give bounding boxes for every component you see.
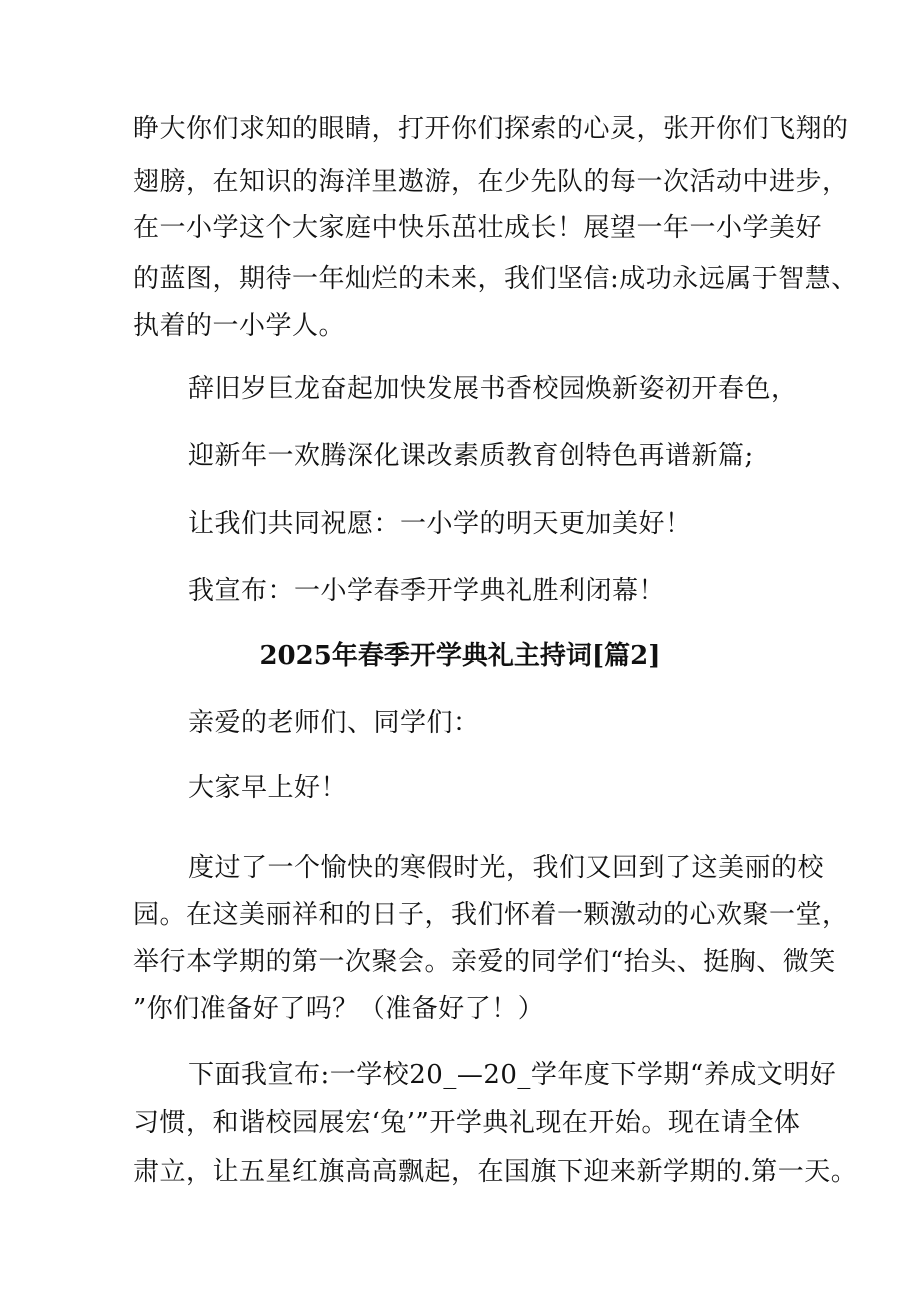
morning-greeting: 大家早上好！ (188, 773, 348, 803)
paragraph-1-line-2: 翅膀，在知识的海洋里遨游，在少先队的每一次活动中进步， (133, 167, 849, 197)
couplet-line-1: 辞旧岁巨龙奋起加快发展书香校园焕新姿初开春色， (188, 374, 798, 404)
paragraph-1-line-5: 执着的一小学人。 (133, 311, 346, 341)
paragraph-a-line-4: ”你们准备好了吗？（准备好了！） (133, 994, 545, 1024)
paragraph-a-line-3: 举行本学期的第一次聚会。亲爱的同学们“抬头、挺胸、微笑 (133, 947, 836, 977)
paragraph-b-line-1: 下面我宣布:一学校20_—20_学年度下学期“养成文明好 (188, 1060, 837, 1090)
paragraph-1-line-4: 的蓝图，期待一年灿烂的未来，我们坚信:成功永远属于智慧、 (133, 264, 858, 294)
paragraph-1-line-1: 睁大你们求知的眼睛，打开你们探索的心灵，张开你们飞翔的 (133, 114, 849, 144)
paragraph-1-line-3: 在一小学这个大家庭中快乐茁壮成长！展望一年一小学美好 (133, 213, 823, 243)
paragraph-b-line-2: 习惯，和谐校园展宏‘兔’”开学典礼现在开始。现在请全体 (133, 1108, 801, 1138)
paragraph-a-line-2: 园。在这美丽祥和的日子，我们怀着一颗激动的心欢聚一堂， (133, 900, 849, 930)
closing-announcement: 我宣布：一小学春季开学典礼胜利闭幕！ (188, 576, 666, 606)
couplet-line-2: 迎新年一欢腾深化课改素质教育创特色再谱新篇; (188, 441, 754, 471)
closing-wish: 让我们共同祝愿：一小学的明天更加美好！ (188, 509, 692, 539)
paragraph-b-line-3: 肃立，让五星红旗高高飘起，在国旗下迎来新学期的.第一天。 (133, 1157, 858, 1187)
greeting: 亲爱的老师们、同学们： (188, 708, 480, 738)
section-2-title: 2025年春季开学典礼主持词[篇2] (259, 641, 661, 671)
paragraph-a-line-1: 度过了一个愉快的寒假时光，我们又回到了这美丽的校 (188, 853, 825, 883)
